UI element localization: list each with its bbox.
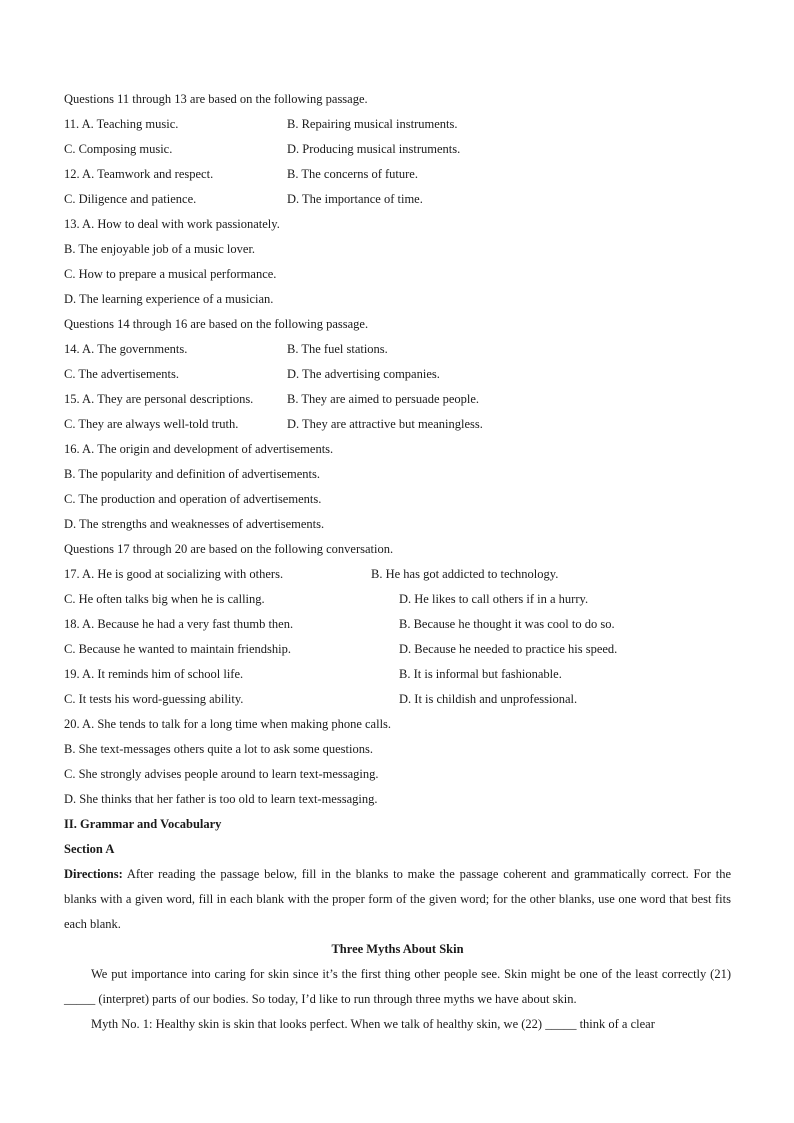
grammar-heading: II. Grammar and Vocabulary: [64, 817, 222, 831]
question-12-row1: [64, 162, 731, 187]
option-11-c[interactable]: C. Composing music.: [64, 142, 173, 156]
option-13-a[interactable]: 13. A. How to deal with work passionately.: [64, 217, 280, 231]
option-14-a[interactable]: 14. A. The governments.: [64, 342, 188, 356]
option-15-d[interactable]: D. They are attractive but meaningless.: [287, 417, 483, 431]
option-20-c[interactable]: C. She strongly advises people around to learn text-messaging.: [64, 767, 379, 781]
option-12-c[interactable]: C. Diligence and patience.: [64, 192, 197, 206]
option-17-a[interactable]: 17. A. He is good at socializing with others.: [64, 567, 284, 581]
exam-page: [64, 87, 731, 1037]
option-18-a[interactable]: 18. A. Because he had a very fast thumb then.: [64, 617, 294, 631]
question-18-row2: [64, 637, 731, 662]
passage-paragraph-1: We put importance into caring for skin since it’s the first thing other people see. Skin might be one of the least correctly (21) _____ (interpret) parts of our bodies. So today, I’d like to run through three myths we have about skin.: [64, 967, 731, 1006]
option-11-a[interactable]: 11. A. Teaching music.: [64, 117, 179, 131]
section-intro-17-20: Questions 17 through 20 are based on the following conversation.: [64, 542, 394, 556]
option-14-d[interactable]: D. The advertising companies.: [287, 367, 440, 381]
option-16-b[interactable]: B. The popularity and definition of advertisements.: [64, 467, 320, 481]
option-17-c[interactable]: C. He often talks big when he is calling.: [64, 592, 265, 606]
option-13-b[interactable]: B. The enjoyable job of a music lover.: [64, 242, 256, 256]
section-a-heading: Section A: [64, 842, 115, 856]
option-19-d[interactable]: D. It is childish and unprofessional.: [399, 692, 578, 706]
question-19-row2: [64, 687, 731, 712]
directions-label: Directions:: [64, 867, 123, 881]
question-12-row2: [64, 187, 731, 212]
question-11-row2: [64, 137, 731, 162]
option-20-b[interactable]: B. She text-messages others quite a lot to ask some questions.: [64, 742, 373, 756]
question-14-row1: [64, 337, 731, 362]
option-13-c[interactable]: C. How to prepare a musical performance.: [64, 267, 277, 281]
option-20-a[interactable]: 20. A. She tends to talk for a long time when making phone calls.: [64, 717, 392, 731]
option-15-b[interactable]: B. They are aimed to persuade people.: [287, 392, 480, 406]
option-13-d[interactable]: D. The learning experience of a musician.: [64, 292, 274, 306]
option-16-d[interactable]: D. The strengths and weaknesses of advertisements.: [64, 517, 325, 531]
question-15-row1: [64, 387, 731, 412]
option-18-b[interactable]: B. Because he thought it was cool to do so.: [399, 617, 615, 631]
option-12-a[interactable]: 12. A. Teamwork and respect.: [64, 167, 214, 181]
option-19-b[interactable]: B. It is informal but fashionable.: [399, 667, 562, 681]
option-15-a[interactable]: 15. A. They are personal descriptions.: [64, 392, 254, 406]
option-14-b[interactable]: B. The fuel stations.: [287, 342, 388, 356]
directions-text: After reading the passage below, fill in the blanks to make the passage coherent and grammatically correct. For the blanks with a given word, fill in each blank with the proper form of the given word; for the other blanks, use one word that best fits each blank.: [64, 867, 731, 931]
option-14-c[interactable]: C. The advertisements.: [64, 367, 180, 381]
question-17-row1: [64, 562, 731, 587]
question-19-row1: [64, 662, 731, 687]
option-11-d[interactable]: D. Producing musical instruments.: [287, 142, 461, 156]
passage-paragraph-2: Myth No. 1: Healthy skin is skin that looks perfect. When we talk of healthy skin, we (22) _____ think of a clear: [91, 1017, 655, 1031]
option-19-c[interactable]: C. It tests his word-guessing ability.: [64, 692, 244, 706]
directions-paragraph: [64, 862, 731, 937]
option-15-c[interactable]: C. They are always well-told truth.: [64, 417, 239, 431]
question-15-row2: [64, 412, 731, 437]
question-14-row2: [64, 362, 731, 387]
option-18-c[interactable]: C. Because he wanted to maintain friendship.: [64, 642, 292, 656]
section-intro-11-13: Questions 11 through 13 are based on the following passage.: [64, 92, 368, 106]
option-11-b[interactable]: B. Repairing musical instruments.: [287, 117, 458, 131]
question-11-row1: [64, 112, 731, 137]
option-12-b[interactable]: B. The concerns of future.: [287, 167, 418, 181]
section-intro-14-16: Questions 14 through 16 are based on the following passage.: [64, 317, 369, 331]
option-18-d[interactable]: D. Because he needed to practice his speed.: [399, 642, 618, 656]
option-20-d[interactable]: D. She thinks that her father is too old to learn text-messaging.: [64, 792, 378, 806]
option-12-d[interactable]: D. The importance of time.: [287, 192, 423, 206]
passage-title: Three Myths About Skin: [331, 942, 464, 956]
question-17-row2: [64, 587, 731, 612]
option-17-b[interactable]: B. He has got addicted to technology.: [371, 567, 559, 581]
option-17-d[interactable]: D. He likes to call others if in a hurry.: [399, 592, 589, 606]
option-16-c[interactable]: C. The production and operation of advertisements.: [64, 492, 322, 506]
option-16-a[interactable]: 16. A. The origin and development of advertisements.: [64, 442, 334, 456]
option-19-a[interactable]: 19. A. It reminds him of school life.: [64, 667, 244, 681]
question-18-row1: [64, 612, 731, 637]
